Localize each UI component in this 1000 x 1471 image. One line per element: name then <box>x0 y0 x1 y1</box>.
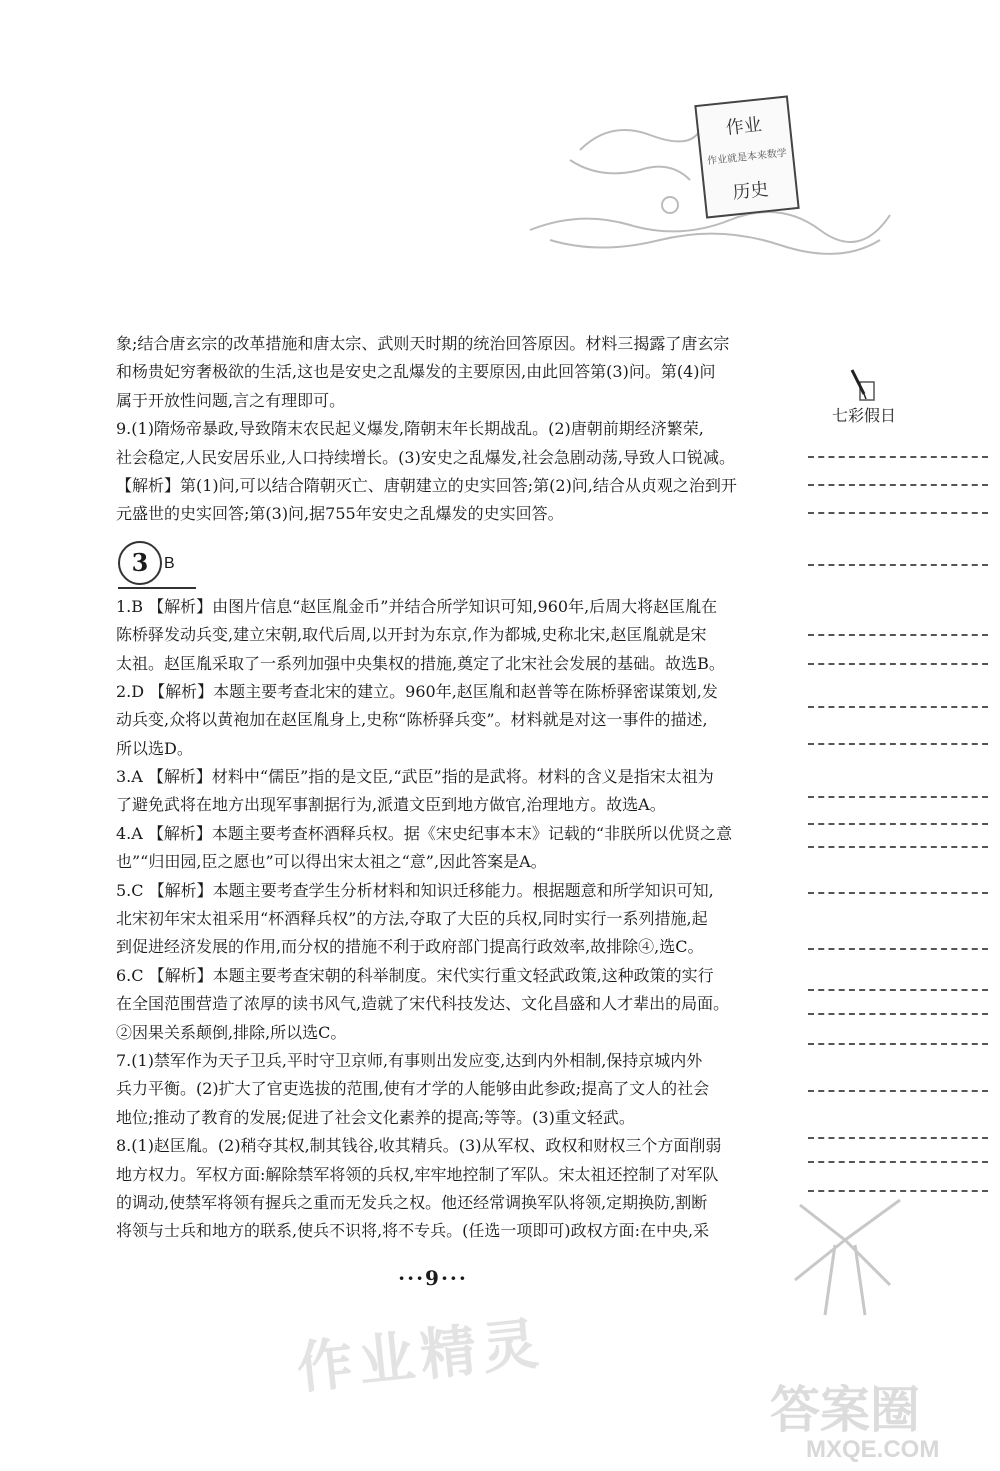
notes-line <box>808 706 988 708</box>
text-line: 象;结合唐玄宗的改革措施和唐太宗、武则天时期的统治回答原因。材料三揭露了唐玄宗 <box>116 334 730 353</box>
notes-line <box>808 892 988 894</box>
section-number: 3 <box>118 541 162 585</box>
notes-line <box>808 846 988 848</box>
notes-line <box>808 456 988 458</box>
text-line: 所以选D。 <box>116 738 193 758</box>
text-line: 地方权力。军权方面:解除禁军将领的兵权,牢牢地控制了军队。宋太祖还控制了对军队 <box>116 1164 719 1184</box>
sidebar-title: 七彩假日 <box>832 408 897 425</box>
watermark-url: MXQE.COM <box>806 1436 940 1463</box>
notes-line <box>808 1090 988 1092</box>
notes-line <box>808 663 988 665</box>
text-line: 动兵变,众将以黄袍加在赵匡胤身上,史称“陈桥驿兵变”。材料就是对这一事件的描述, <box>116 710 708 730</box>
page-number: ···9··· <box>398 1266 468 1290</box>
text-line: 7.(1)禁军作为天子卫兵,平时守卫京师,有事则出发应变,达到内外相制,保持京城内外 <box>116 1050 703 1070</box>
text-line: 4.A 【解析】本题主要考查杯酒释兵权。据《宋史纪事本末》记载的“非朕所以优贤之意 <box>116 823 733 843</box>
notes-line <box>808 743 988 745</box>
notes-line <box>808 564 988 566</box>
text-line: 5.C 【解析】本题主要考查学生分析材料和知识迁移能力。根据题意和所学知识可知, <box>116 880 714 900</box>
text-line: 元盛世的史实回答;第(3)问,据755年安史之乱爆发的史实回答。 <box>116 504 564 524</box>
text-line: 6.C 【解析】本题主要考查宋朝的科举制度。宋代实行重文轻武政策,这种政策的实行 <box>116 965 714 985</box>
text-line: ②因果关系颠倒,排除,所以选C。 <box>116 1022 347 1042</box>
text-line: 2.D 【解析】本题主要考查北宋的建立。960年,赵匡胤和赵普等在陈桥驿密谋策划,发 <box>116 681 718 701</box>
text-line: 属于开放性问题,言之有理即可。 <box>116 390 346 410</box>
stamp-line1: 作业 <box>724 114 763 139</box>
text-line: 在全国范围营造了浓厚的读书风气,造就了宋代科技发达、文化昌盛和人才辈出的局面。 <box>116 994 730 1014</box>
windmill-decoration <box>770 1190 920 1320</box>
notes-line <box>808 512 988 514</box>
dragon-outline <box>580 130 700 150</box>
homework-stamp <box>694 95 799 218</box>
text-line: 【解析】第(1)问,可以结合隋朝灭亡、唐朝建立的史实回答;第(2)问,结合从贞观之治到开 <box>116 475 737 495</box>
text-line: 8.(1)赵匡胤。(2)稍夺其权,制其钱谷,收其精兵。(3)从军权、政权和财权三个方面削弱 <box>116 1136 722 1156</box>
notes-line <box>808 634 988 636</box>
notes-line <box>808 823 988 825</box>
watermark-logo: 答案圈 <box>770 1382 920 1438</box>
text-line: 1.B 【解析】由图片信息“赵匡胤金币”并结合所学知识可知,960年,后周大将赵匡胤在 <box>116 596 718 616</box>
watermark-text: 作业精灵 <box>293 1311 547 1400</box>
notes-line <box>808 1043 988 1045</box>
text-line: 陈桥驿发动兵变,建立宋朝,取代后周,以开封为东京,作为都城,史称北宋,赵匡胤就是宋 <box>116 625 707 645</box>
notes-line <box>808 796 988 798</box>
section-letter: B <box>164 554 175 572</box>
text-line: 太祖。赵匡胤采取了一系列加强中央集权的措施,奠定了北宋社会发展的基础。故选B。 <box>116 653 725 673</box>
section-badge <box>116 533 761 591</box>
notes-line <box>808 1137 988 1139</box>
stamp-line3: 历史 <box>731 178 770 204</box>
text-line: 也”“归田园,臣之愿也”可以得出宋太祖之“意”,因此答案是A。 <box>116 852 547 872</box>
section-underline <box>118 587 196 589</box>
text-line: 将领与士兵和地方的联系,使兵不识将,将不专兵。(任选一项即可)政权方面:在中央,采 <box>116 1221 710 1241</box>
text-line: 兵力平衡。(2)扩大了官吏选拔的范围,使有才学的人能够由此参政;提高了文人的社会 <box>116 1079 710 1099</box>
text-line: 的调动,使禁军将领有握兵之重而无发兵之权。他还经常调换军队将领,定期换防,割断 <box>116 1192 708 1212</box>
stamp-line2: 作业就是本来数学 <box>706 147 788 168</box>
text-line: 到促进经济发展的作用,而分权的措施不利于政府部门提高行政效率,故排除④,选C。 <box>116 937 704 957</box>
notes-line <box>808 1013 988 1015</box>
text-line: 了避免武将在地方出现军事割据行为,派遣文臣到地方做官,治理地方。故选A。 <box>116 795 666 815</box>
text-line: 3.A 【解析】材料中“儒臣”指的是文臣,“武臣”指的是武将。材料的含义是指宋太祖为 <box>116 767 714 787</box>
notes-line <box>808 484 988 486</box>
pen-icon <box>848 368 878 406</box>
text-line: 和杨贵妃穷奢极欲的生活,这也是安史之乱爆发的主要原因,由此回答第(3)问。第(4)问 <box>116 362 716 382</box>
text-line: 北宋初年宋太祖采用“杯酒释兵权”的方法,夺取了大臣的兵权,同时实行一系列措施,起 <box>116 909 708 929</box>
text-line: 社会稳定,人民安居乐业,人口持续增长。(3)安史之乱爆发,社会急剧动荡,导致人口锐减。 <box>116 447 736 467</box>
text-line: 地位;推动了教育的发展;促进了社会文化素养的提高;等等。(3)重文轻武。 <box>116 1107 635 1127</box>
notes-line <box>808 1161 988 1163</box>
answer-text-column <box>116 330 761 1246</box>
text-line: 9.(1)隋炀帝暴政,导致隋末农民起义爆发,隋朝末年长期战乱。(2)唐朝前期经济繁荣, <box>116 419 704 439</box>
notes-line <box>808 989 988 991</box>
notes-line <box>808 948 988 950</box>
